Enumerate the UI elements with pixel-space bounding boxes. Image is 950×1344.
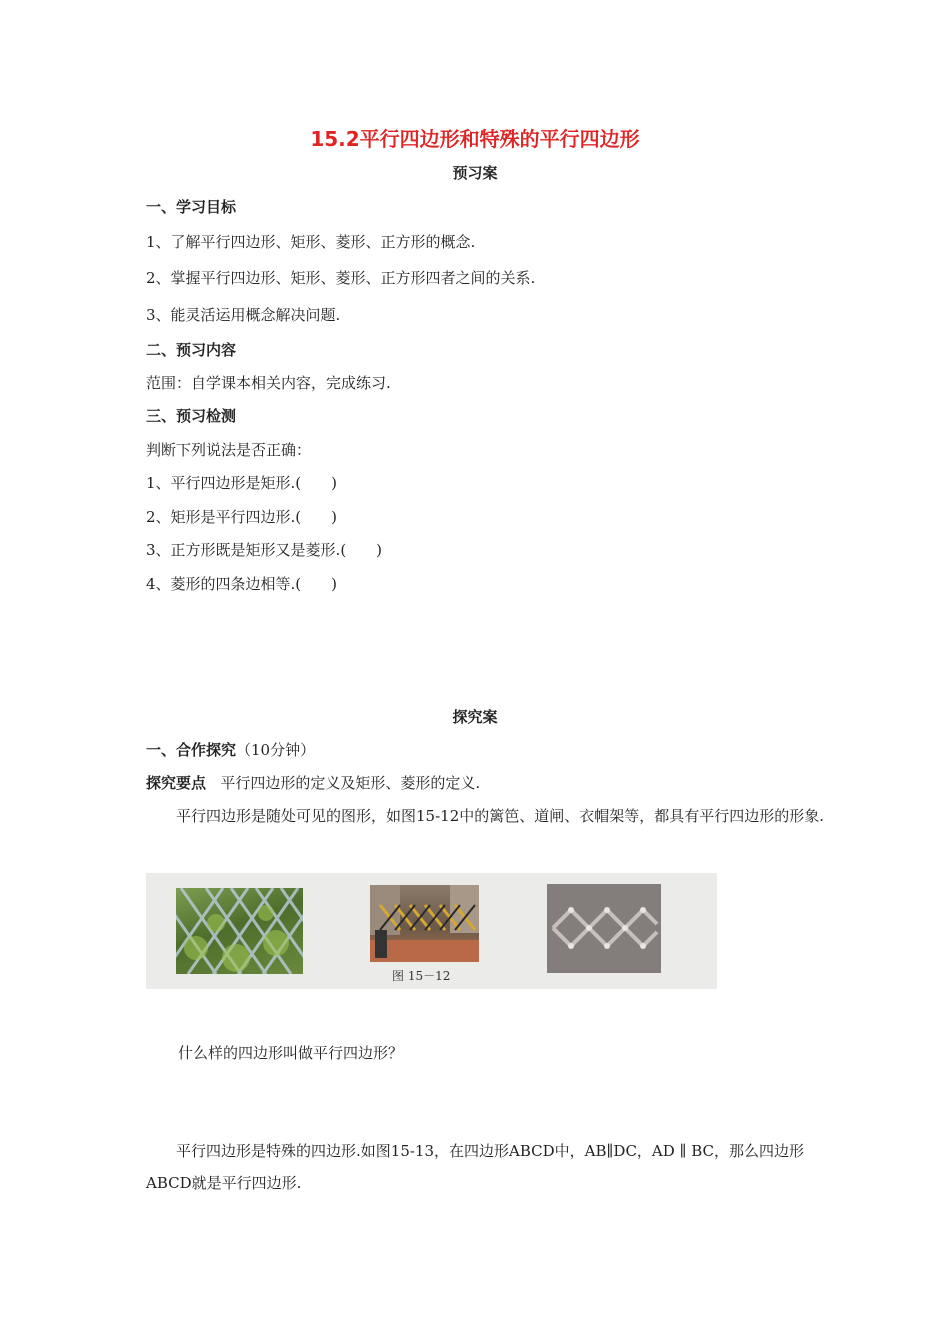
- figure-15-12: [146, 873, 717, 989]
- explore-section-1: [146, 740, 315, 760]
- document-title: 15.2平行四边形和特殊的平行四边形: [310, 127, 640, 151]
- question-2: 2、矩形是平行四边形.( ): [146, 508, 338, 526]
- section-learning-goals-title: 一、学习目标: [146, 198, 237, 216]
- goal-2: 2、掌握平行四边形、矩形、菱形、正方形四者之间的关系.: [146, 269, 536, 287]
- gate-barrier-photo: [370, 885, 479, 962]
- fence-photo: [176, 888, 303, 974]
- figure-caption: 图 15－12: [392, 969, 451, 983]
- key-point-text: 平行四边形的定义及矩形、菱形的定义.: [220, 774, 481, 792]
- question-4: 4、菱形的四条边相等.( ): [146, 575, 338, 593]
- explore-section-1-title: 一、合作探究: [146, 741, 237, 759]
- paragraph-1: 平行四边形是随处可见的图形，如图15-12中的篱笆、道闸、衣帽架等，都具有平行四边形的形象.: [176, 807, 825, 825]
- explore-heading: 探究案: [452, 708, 498, 726]
- key-point-label: 探究要点: [146, 774, 207, 792]
- section-preview-check-title: 三、预习检测: [146, 407, 237, 425]
- goal-1: 1、了解平行四边形、矩形、菱形、正方形的概念.: [146, 233, 476, 251]
- goal-3: 3、能灵活运用概念解决问题.: [146, 306, 341, 324]
- paragraph-2: 平行四边形是特殊的四边形.如图15-13，在四边形ABCD中，AB∥DC，AD ∥ BC，那么四边形ABCD就是平行四边形.: [146, 1142, 805, 1192]
- explore-key-point: [146, 773, 480, 793]
- section-preview-content-title: 二、预习内容: [146, 341, 237, 359]
- preview-scope: 范围：自学课本相关内容，完成练习.: [146, 374, 391, 392]
- question-parallelogram-definition: 什么样的四边形叫做平行四边形？: [178, 1044, 404, 1062]
- preview-heading: 预习案: [452, 164, 498, 182]
- question-1: 1、平行四边形是矩形.( ): [146, 474, 338, 492]
- question-3: 3、正方形既是矩形又是菱形.( ): [146, 541, 383, 559]
- coat-rack-photo: [547, 884, 661, 973]
- judge-intro: 判断下列说法是否正确：: [146, 441, 312, 459]
- explore-section-1-time: （10分钟）: [236, 741, 316, 759]
